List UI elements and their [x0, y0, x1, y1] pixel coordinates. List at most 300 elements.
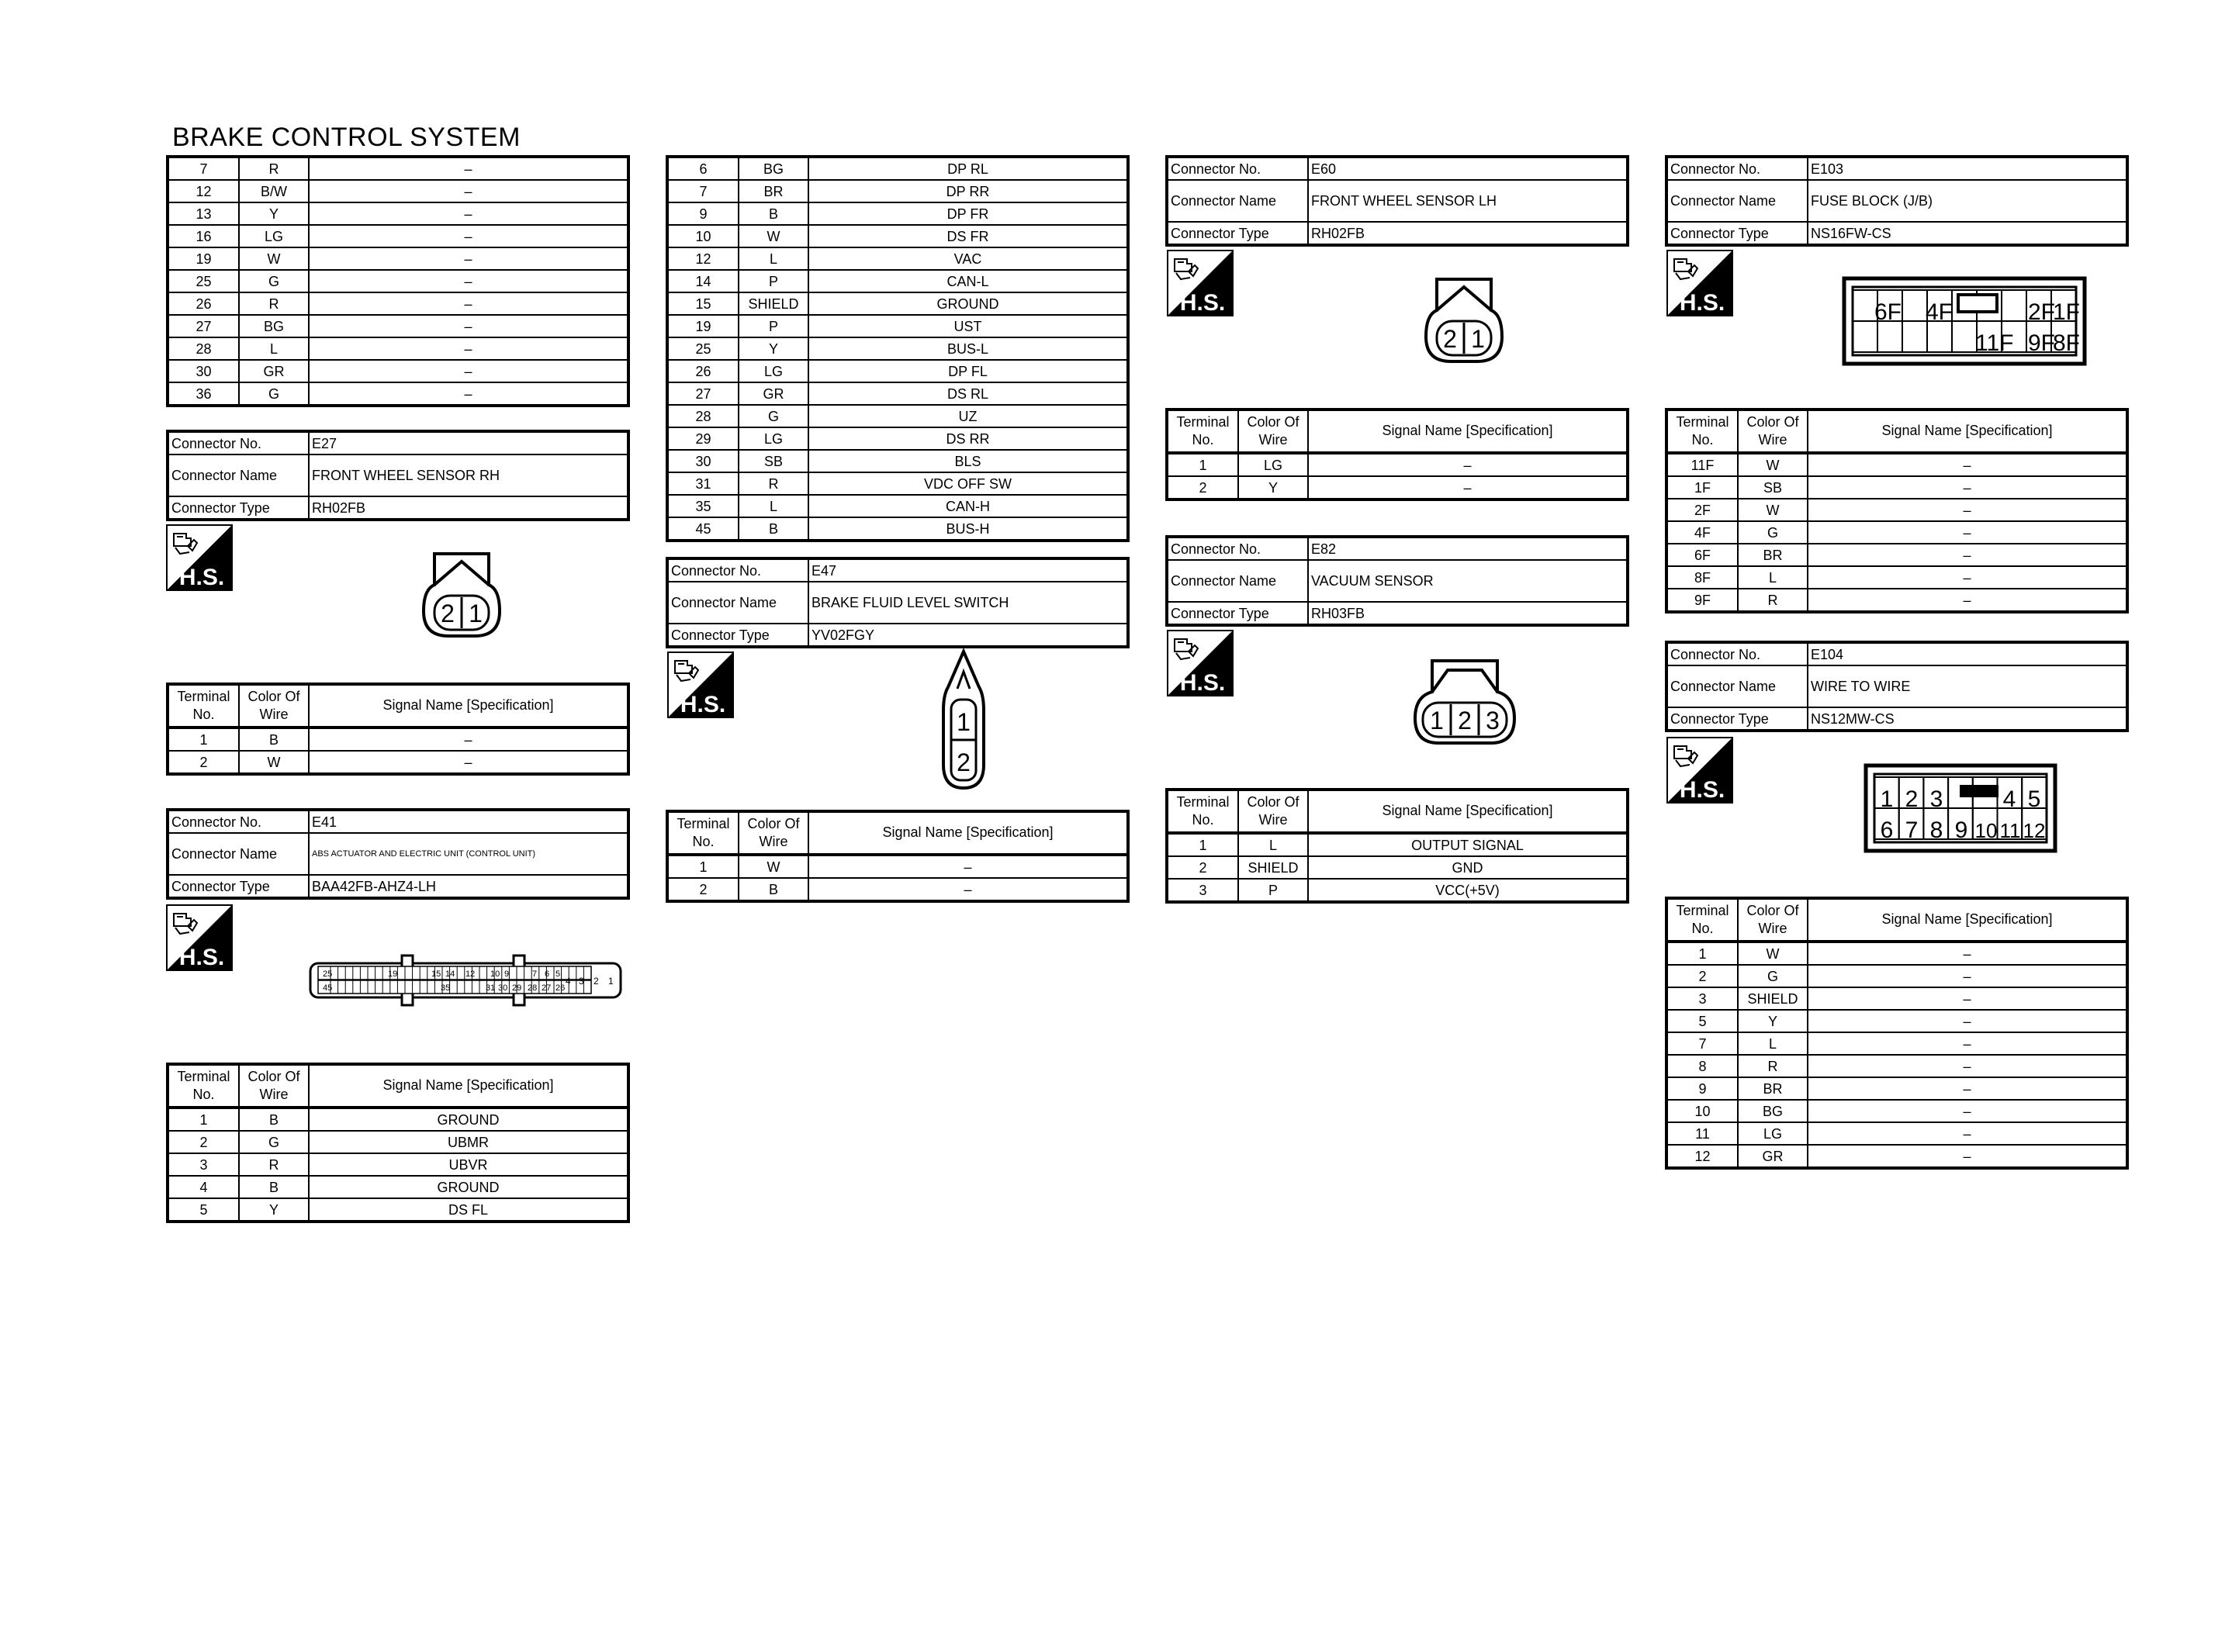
- wire-color-cell: GR: [239, 360, 309, 382]
- signal-cell: –: [309, 270, 628, 292]
- e104-pin: 4: [2002, 786, 2016, 812]
- terminal-cell: 2: [1167, 476, 1238, 499]
- svg-text:H.S.: H.S.: [1179, 290, 1226, 316]
- signal-cell: DS RR: [808, 427, 1128, 450]
- connector-type-value: BAA42FB-AHZ4-LH: [309, 875, 628, 898]
- connector-name-value: WIRE TO WIRE: [1808, 665, 2127, 707]
- table-row: [667, 225, 1128, 247]
- terminal-cell: 1: [168, 1108, 239, 1131]
- connector-no-value: E82: [1308, 537, 1628, 560]
- wire-color-cell: G: [239, 270, 309, 292]
- terminal-cell: 1: [667, 855, 739, 878]
- table-row: [667, 337, 1128, 360]
- table-row: [667, 270, 1128, 292]
- signal-cell: VCC(+5V): [1308, 879, 1628, 902]
- e104-pin: 5: [2027, 786, 2041, 812]
- terminal-cell: 12: [168, 180, 239, 202]
- connector-name-value: FUSE BLOCK (J/B): [1808, 180, 2127, 222]
- table-row: [1666, 965, 2127, 987]
- connector-name-label: Connector Name: [168, 833, 309, 875]
- wire-color-cell: BR: [739, 180, 808, 202]
- terminal-no-header: [168, 684, 239, 728]
- wire-color-cell: G: [239, 1131, 309, 1153]
- table-row: [667, 315, 1128, 337]
- table-row: [1666, 544, 2127, 566]
- terminal-cell: 11: [1666, 1122, 1738, 1145]
- header-line: No.: [1192, 432, 1214, 448]
- e82-pin: 2: [1458, 707, 1472, 734]
- terminal-cell: 2: [1666, 965, 1738, 987]
- table-header-row: [168, 684, 628, 728]
- table-row: [1666, 589, 2127, 612]
- terminal-cell: 3: [1167, 879, 1238, 902]
- terminal-cell: 14: [667, 270, 739, 292]
- connector-type-value: RH02FB: [309, 496, 628, 520]
- e41-pin: 27: [542, 983, 552, 993]
- e103-pin: 4F: [1926, 299, 1954, 325]
- header-line: Color Of: [1746, 413, 1799, 430]
- wire-color-cell: R: [239, 292, 309, 315]
- connector-name-value: VACUUM SENSOR: [1308, 560, 1628, 602]
- wire-color-cell: SHIELD: [1238, 856, 1308, 879]
- wire-color-cell: SB: [739, 450, 808, 472]
- signal-cell: –: [309, 751, 628, 774]
- connector-no-value: E47: [808, 558, 1128, 582]
- terminal-cell: 10: [1666, 1100, 1738, 1122]
- header-line: Color Of: [1247, 413, 1299, 430]
- hs-icon: [667, 651, 734, 718]
- signal-cell: –: [1808, 1032, 2127, 1055]
- terminal-cell: 8F: [1666, 566, 1738, 589]
- signal-cell: –: [1808, 499, 2127, 521]
- connector-name-label: Connector Name: [1666, 180, 1808, 222]
- table-row: [168, 1108, 628, 1131]
- e41-pin: 31: [486, 983, 496, 993]
- table-row: [168, 337, 628, 360]
- table-row: [168, 247, 628, 270]
- e103-pin: 1F: [2053, 299, 2081, 325]
- table-header-row: [1167, 790, 1628, 833]
- e103-pin: 11F: [1975, 330, 2014, 356]
- color-of-wire-header: [739, 811, 808, 855]
- signal-cell: DP RR: [808, 180, 1128, 202]
- e82-pin: 3: [1486, 707, 1500, 734]
- table-row: [1666, 1145, 2127, 1168]
- signal-cell: –: [309, 337, 628, 360]
- table-row: [1666, 942, 2127, 965]
- table-row: [168, 315, 628, 337]
- wire-color-cell: L: [1738, 1032, 1808, 1055]
- terminal-cell: 1: [1167, 833, 1238, 856]
- header-line: Wire: [1758, 432, 1787, 448]
- e41-pin: 3: [579, 976, 584, 987]
- terminal-no-header: [667, 811, 739, 855]
- table-row: [1167, 476, 1628, 499]
- wire-color-cell: W: [239, 247, 309, 270]
- header-line: No.: [1691, 921, 1714, 936]
- hs-icon: [1666, 737, 1733, 804]
- wire-color-cell: P: [1238, 879, 1308, 902]
- e82-connector-icon: [1410, 656, 1519, 749]
- table-row: [1666, 476, 2127, 499]
- e41-pin: 9: [504, 969, 510, 979]
- wire-color-cell: BG: [1738, 1100, 1808, 1122]
- header-line: No.: [192, 1087, 215, 1102]
- e104-pin: 12: [2023, 819, 2046, 842]
- wire-color-cell: GR: [1738, 1145, 1808, 1168]
- header-line: Wire: [259, 1087, 289, 1102]
- e41-pin: 35: [441, 983, 451, 993]
- table-row: [667, 247, 1128, 270]
- wire-color-cell: B: [239, 728, 309, 751]
- header-line: Wire: [1258, 812, 1288, 828]
- terminal-cell: 26: [168, 292, 239, 315]
- harness-side-icon: [1666, 250, 1733, 316]
- terminal-cell: 1: [168, 728, 239, 751]
- terminal-cell: 30: [667, 450, 739, 472]
- svg-text:H.S.: H.S.: [178, 565, 225, 590]
- terminal-cell: 2: [667, 878, 739, 901]
- terminal-cell: 2F: [1666, 499, 1738, 521]
- wire-color-cell: SHIELD: [739, 292, 808, 315]
- signal-cell: VDC OFF SW: [808, 472, 1128, 495]
- signal-cell: –: [1808, 987, 2127, 1010]
- e41-pin: 4: [566, 976, 571, 987]
- e27-pin: 2: [441, 600, 455, 627]
- table-row: [1666, 1122, 2127, 1145]
- wire-color-cell: G: [1738, 521, 1808, 544]
- e27-connector-body: [424, 554, 500, 636]
- wire-color-cell: L: [1238, 833, 1308, 856]
- e47-pin: 1: [957, 708, 971, 736]
- signal-cell: –: [1808, 521, 2127, 544]
- e103-pin: 2F: [2028, 299, 2056, 325]
- wire-color-cell: G: [1738, 965, 1808, 987]
- terminal-cell: 25: [667, 337, 739, 360]
- e47-info: [666, 557, 1130, 648]
- e82-pin: 1: [1430, 707, 1444, 734]
- hs-icon: [1167, 250, 1234, 316]
- svg-text:H.S.: H.S.: [1679, 290, 1725, 316]
- connector-type-label: Connector Type: [1167, 602, 1308, 625]
- wire-color-cell: SB: [1738, 476, 1808, 499]
- e60-connector-body: [1426, 279, 1502, 361]
- header-line: Color Of: [1247, 793, 1299, 810]
- e104-pin: 6: [1880, 817, 1894, 843]
- color-of-wire-header: [1238, 410, 1308, 453]
- table-row: [1666, 499, 2127, 521]
- signal-cell: UST: [808, 315, 1128, 337]
- connector-name-value: FRONT WHEEL SENSOR RH: [309, 454, 628, 496]
- signal-cell: –: [309, 382, 628, 406]
- connector-no-value: E103: [1808, 157, 2127, 180]
- connector-type-value: NS16FW-CS: [1808, 222, 2127, 245]
- header-line: No.: [1691, 432, 1714, 448]
- connector-type-label: Connector Type: [168, 875, 309, 898]
- terminal-cell: 35: [667, 495, 739, 517]
- signal-cell: –: [1808, 1100, 2127, 1122]
- wire-color-cell: GR: [739, 382, 808, 405]
- header-line: Terminal: [1676, 413, 1729, 430]
- connector-type-row: [1167, 602, 1628, 625]
- e47-terminal-table: [666, 810, 1130, 903]
- terminal-cell: 2: [1167, 856, 1238, 879]
- e41-pin: 45: [323, 983, 333, 993]
- wire-color-cell: BR: [1738, 544, 1808, 566]
- terminal-cell: 16: [168, 225, 239, 247]
- e104-pin: 10: [1974, 819, 1998, 842]
- table-row: [1167, 833, 1628, 856]
- e60-pin: 1: [1471, 325, 1485, 353]
- table-row: [168, 157, 628, 180]
- e41-pin: 19: [388, 969, 398, 979]
- table-row: [168, 270, 628, 292]
- terminal-cell: 11F: [1666, 453, 1738, 476]
- table-row: [168, 180, 628, 202]
- signal-cell: –: [309, 225, 628, 247]
- connector-no-row: [168, 810, 628, 833]
- terminal-no-header: [168, 1064, 239, 1108]
- terminal-cell: 4F: [1666, 521, 1738, 544]
- wire-color-cell: W: [1738, 453, 1808, 476]
- harness-side-icon: [1167, 250, 1234, 316]
- connector-no-label: Connector No.: [1167, 157, 1308, 180]
- e27-connector-icon: [419, 549, 504, 642]
- table-header-row: [1666, 898, 2127, 942]
- signal-cell: –: [1808, 1010, 2127, 1032]
- signal-name-header: Signal Name [Specification]: [309, 1064, 628, 1108]
- svg-text:H.S.: H.S.: [1179, 670, 1226, 696]
- signal-cell: –: [1808, 1145, 2127, 1168]
- connector-no-value: E60: [1308, 157, 1628, 180]
- e41-cont-table-a: [166, 155, 630, 407]
- table-row: [168, 1131, 628, 1153]
- wire-color-cell: B: [739, 517, 808, 541]
- signal-cell: –: [808, 878, 1128, 901]
- e60-info: [1165, 155, 1629, 247]
- terminal-cell: 1: [1167, 453, 1238, 476]
- harness-side-icon: [166, 904, 233, 971]
- connector-no-label: Connector No.: [168, 431, 309, 454]
- terminal-cell: 9F: [1666, 589, 1738, 612]
- wire-color-cell: R: [239, 157, 309, 180]
- e41-pin: 29: [512, 983, 522, 993]
- terminal-cell: 3: [168, 1153, 239, 1176]
- wire-color-cell: B/W: [239, 180, 309, 202]
- terminal-cell: 6F: [1666, 544, 1738, 566]
- wire-color-cell: B: [239, 1176, 309, 1198]
- table-row: [168, 202, 628, 225]
- e82-info: [1165, 535, 1629, 627]
- signal-cell: –: [1808, 942, 2127, 965]
- table-header-row: [1167, 410, 1628, 453]
- e104-connector-icon: [1864, 763, 2057, 853]
- table-row: [667, 292, 1128, 315]
- signal-cell: –: [309, 292, 628, 315]
- e60-terminal-table: [1165, 408, 1629, 501]
- signal-cell: –: [808, 855, 1128, 878]
- e47-pin: 2: [957, 748, 971, 776]
- table-header-row: [667, 811, 1128, 855]
- terminal-cell: 4: [168, 1176, 239, 1198]
- signal-cell: GROUND: [309, 1108, 628, 1131]
- color-of-wire-header: [239, 1064, 309, 1108]
- wire-color-cell: R: [1738, 589, 1808, 612]
- terminal-cell: 7: [667, 180, 739, 202]
- table-row: [667, 450, 1128, 472]
- wire-color-cell: B: [739, 202, 808, 225]
- wire-color-cell: LG: [739, 427, 808, 450]
- harness-side-icon: [1167, 630, 1234, 696]
- signal-cell: –: [1808, 453, 2127, 476]
- e27-terminal-table: [166, 683, 630, 776]
- table-row: [1666, 987, 2127, 1010]
- e103-connector-icon: [1842, 276, 2087, 366]
- wire-color-cell: W: [739, 225, 808, 247]
- signal-cell: BLS: [808, 450, 1128, 472]
- connector-no-label: Connector No.: [1167, 537, 1308, 560]
- header-line: Terminal: [1176, 793, 1230, 810]
- terminal-cell: 9: [1666, 1077, 1738, 1100]
- signal-cell: –: [309, 180, 628, 202]
- wire-color-cell: L: [739, 247, 808, 270]
- wire-color-cell: Y: [1738, 1010, 1808, 1032]
- connector-no-row: [1167, 157, 1628, 180]
- harness-side-icon: [667, 651, 734, 718]
- e104-pin: 11: [1999, 819, 2021, 842]
- table-header-row: [168, 1064, 628, 1108]
- terminal-no-header: [1167, 410, 1238, 453]
- terminal-cell: 8: [1666, 1055, 1738, 1077]
- e104-terminal-table: [1665, 897, 2129, 1170]
- header-line: Wire: [259, 707, 289, 722]
- signal-name-header: Signal Name [Specification]: [1308, 790, 1628, 833]
- signal-cell: CAN-L: [808, 270, 1128, 292]
- table-row: [667, 878, 1128, 901]
- terminal-no-header: [1666, 410, 1738, 453]
- table-row: [1666, 1010, 2127, 1032]
- terminal-cell: 9: [667, 202, 739, 225]
- connector-no-value: E41: [309, 810, 628, 833]
- e27-info: [166, 430, 630, 521]
- header-line: Wire: [1258, 432, 1288, 448]
- wire-color-cell: R: [239, 1153, 309, 1176]
- terminal-no-header: [1167, 790, 1238, 833]
- signal-name-header: Signal Name [Specification]: [309, 684, 628, 728]
- table-row: [667, 405, 1128, 427]
- signal-cell: –: [1808, 589, 2127, 612]
- connector-name-label: Connector Name: [1666, 665, 1808, 707]
- terminal-cell: 7: [1666, 1032, 1738, 1055]
- connector-type-row: [168, 496, 628, 520]
- connector-type-value: NS12MW-CS: [1808, 707, 2127, 731]
- header-line: Color Of: [247, 1068, 300, 1084]
- terminal-cell: 25: [168, 270, 239, 292]
- connector-type-row: [1666, 222, 2127, 245]
- table-row: [1167, 453, 1628, 476]
- table-row: [667, 495, 1128, 517]
- e41-pin: 12: [465, 969, 476, 979]
- wire-color-cell: W: [739, 855, 808, 878]
- signal-cell: DP FL: [808, 360, 1128, 382]
- table-row: [667, 157, 1128, 180]
- connector-no-value: E104: [1808, 642, 2127, 665]
- signal-cell: GROUND: [808, 292, 1128, 315]
- e41-pin: 6: [545, 969, 550, 979]
- terminal-cell: 19: [168, 247, 239, 270]
- signal-cell: BUS-L: [808, 337, 1128, 360]
- wire-color-cell: R: [1738, 1055, 1808, 1077]
- terminal-cell: 28: [168, 337, 239, 360]
- terminal-cell: 30: [168, 360, 239, 382]
- wire-color-cell: Y: [239, 202, 309, 225]
- wire-color-cell: L: [239, 337, 309, 360]
- connector-no-row: [1167, 537, 1628, 560]
- e41-terminal-table: [166, 1063, 630, 1223]
- wire-color-cell: W: [239, 751, 309, 774]
- header-line: Terminal: [177, 688, 230, 704]
- connector-type-value: YV02FGY: [808, 624, 1128, 647]
- color-of-wire-header: [239, 684, 309, 728]
- table-row: [667, 472, 1128, 495]
- connector-type-label: Connector Type: [168, 496, 309, 520]
- table-row: [667, 855, 1128, 878]
- connector-name-row: [1167, 180, 1628, 222]
- e82-terminal-table: [1165, 788, 1629, 904]
- table-row: [168, 292, 628, 315]
- signal-name-header: Signal Name [Specification]: [808, 811, 1128, 855]
- terminal-cell: 26: [667, 360, 739, 382]
- connector-type-label: Connector Type: [667, 624, 808, 647]
- connector-name-value: BRAKE FLUID LEVEL SWITCH: [808, 582, 1128, 624]
- terminal-cell: 27: [168, 315, 239, 337]
- wire-color-cell: B: [239, 1108, 309, 1131]
- signal-cell: –: [1308, 453, 1628, 476]
- header-line: Wire: [759, 834, 788, 849]
- color-of-wire-header: [1238, 790, 1308, 833]
- connector-type-row: [168, 875, 628, 898]
- wire-color-cell: L: [1738, 566, 1808, 589]
- table-row: [1666, 1032, 2127, 1055]
- table-row: [667, 360, 1128, 382]
- table-row: [1666, 1077, 2127, 1100]
- connector-no-label: Connector No.: [168, 810, 309, 833]
- e60-connector-icon: [1421, 275, 1507, 368]
- e104-pin: 7: [1905, 817, 1919, 843]
- terminal-cell: 31: [667, 472, 739, 495]
- table-row: [667, 427, 1128, 450]
- signal-cell: –: [1308, 476, 1628, 499]
- signal-cell: –: [309, 315, 628, 337]
- header-line: Color Of: [747, 815, 800, 831]
- e41-pin: 14: [445, 969, 455, 979]
- signal-cell: UBVR: [309, 1153, 628, 1176]
- e103-info: [1665, 155, 2129, 247]
- wire-color-cell: SHIELD: [1738, 987, 1808, 1010]
- connector-no-row: [1666, 157, 2127, 180]
- e41-pin: 15: [431, 969, 441, 979]
- e41-pin: 26: [555, 983, 566, 993]
- signal-cell: VAC: [808, 247, 1128, 270]
- color-of-wire-header: [1738, 410, 1808, 453]
- connector-type-label: Connector Type: [1666, 222, 1808, 245]
- table-row: [1666, 453, 2127, 476]
- signal-cell: DS FR: [808, 225, 1128, 247]
- terminal-cell: 5: [168, 1198, 239, 1222]
- signal-cell: BUS-H: [808, 517, 1128, 541]
- signal-cell: –: [1808, 544, 2127, 566]
- terminal-cell: 1: [1666, 942, 1738, 965]
